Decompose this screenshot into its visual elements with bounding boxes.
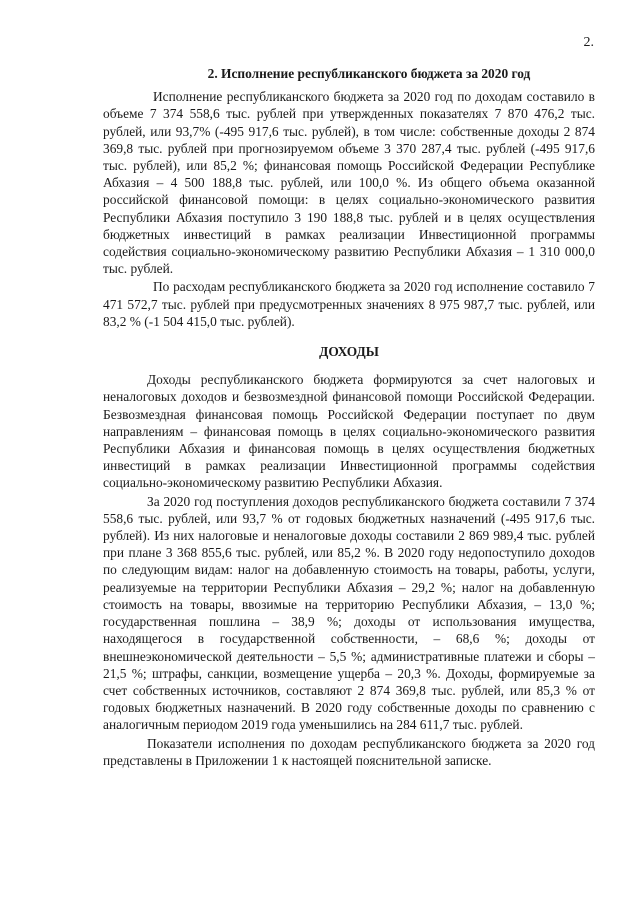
budget-execution-paragraph: Исполнение республиканского бюджета за 2020 год по доходам составило в объеме 7 374 558,6 тыс. рублей при утвержденных показателях 7 870 476,2 тыс. рублей, или 93,7% (-495 917,6 тыс. рублей), в том числе: собственные доходы 2 874 369,8 тыс. рублей при прогнозируемом объеме 3 370 287,4 тыс. рублей (-495 917,6 тыс. рублей), или 85,2 %; финансовая помощь Российской Федерации Республике Абхазия – 4 500 188,8 тыс. рублей, или 100,0 %. Из общего объема оказанной российской финансовой помощи: в целях социально-экономического развития Республики Абхазия поступило 3 190 188,8 тыс. рублей и в целях осуществления бюджетных инвестиций в рамках реализации Инвестиционной программы содействия социально-экономическому развитию Республики Абхазия – 1 310 000,0 тыс. рублей. [103, 89, 595, 277]
page-number: 2. [583, 35, 594, 50]
income-sources-paragraph: Доходы республиканского бюджета формируются за счет налоговых и неналоговых доходов и безвозмездной финансовой помощи Российской Федерации. Безвозмездная финансовая помощь Российской Федерации поступает по двум направлениям – финансовая помощь в целях социально-экономического развития Республики Абхазия и финансовая помощь в целях осуществления бюджетных инвестиций в рамках реализации Инвестиционной программы содействия социально-экономическому развитию Республики Абхазия. [103, 372, 595, 491]
document-body [103, 65, 595, 769]
income-results-paragraph: За 2020 год поступления доходов республиканского бюджета составили 7 374 558,6 тыс. рублей, или 93,7 % от годовых бюджетных назначений (-495 917,6 тыс. рублей). Из них налоговые и неналоговые доходы составили 2 869 989,4 тыс. рублей при плане 3 368 855,6 тыс. рублей, или 85,2 %. В 2020 году недопоступило доходов по следующим видам: налог на добавленную стоимость на товары, работы, услуги, реализуемые на территории Республики Абхазия – 29,2 %; налог на добавленную стоимость на товары, ввозимые на территорию Республики Абхазия, – 13,0 %; государственная пошлина – 38,9 %; доходы от использования имущества, находящегося в государственной собственности, – 68,6 %; доходы от внешнеэкономической деятельности – 5,5 %; административные платежи и сборы – 21,5 %; штрафы, санкции, возмещение ущерба – 20,3 %. Доходы, формируемые за счет собственных источников, составляют 2 874 369,8 тыс. рублей, или 85,3 % от годовых бюджетных назначений. В 2020 году собственные доходы по сравнению с аналогичным периодом 2019 года уменьшились на 284 611,7 тыс. рублей. [103, 493, 595, 733]
income-heading: ДОХОДЫ [319, 344, 379, 360]
section-title: 2. Исполнение республиканского бюджета за 2020 год [207, 66, 531, 81]
expenditure-paragraph: По расходам республиканского бюджета за 2020 год исполнение составило 7 471 572,7 тыс. рублей при предусмотренных значениях 8 975 987,7 тыс. рублей, или 83,2 % (-1 504 415,0 тыс. рублей). [103, 279, 595, 329]
appendix-reference-paragraph: Показатели исполнения по доходам республиканского бюджета за 2020 год представлены в Приложении 1 к настоящей пояснительной записке. [103, 735, 595, 768]
